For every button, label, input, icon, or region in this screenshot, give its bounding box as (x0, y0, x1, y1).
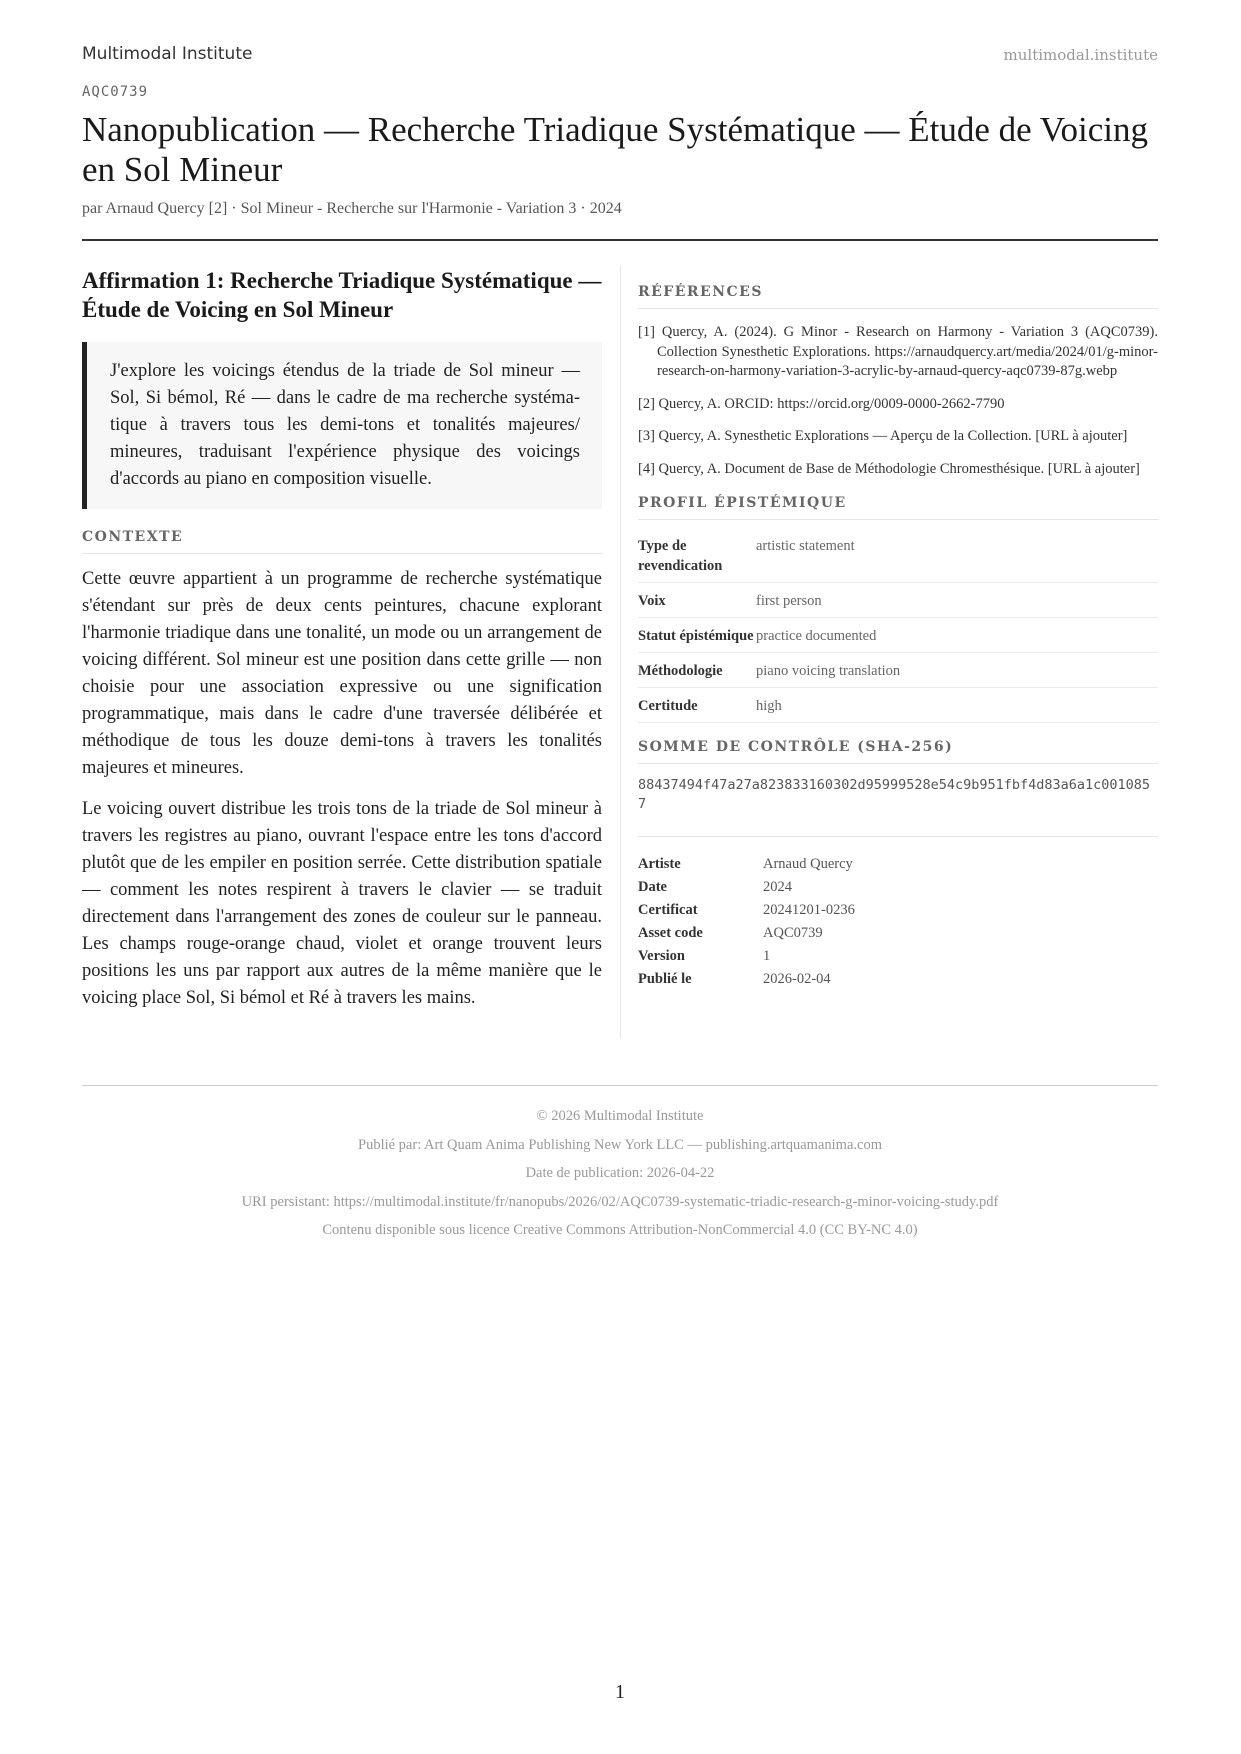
asset-code: AQC0739 (82, 84, 149, 100)
row-value: 1 (763, 948, 771, 964)
row-value: 2026-02-04 (763, 971, 831, 987)
context-paragraph: Le voicing ouvert distribue les trois tons de la triade de Sol mineur à travers les registres au piano, ouvrant l'espace entre les tons d'accord plutôt que de les empiler en position serrée. Cette distribution spatiale — comment les notes respirent à travers le clavier — se traduit directement dans l'arrangement des zones de couleur sur le panneau. Les champs rouge-orange chaud, violet et orange trouvent leurs positions les uns par rapport aux autres de la même manière que le voicing place Sol, Si bémol et Ré à travers les mains. (82, 799, 602, 1008)
column-divider (620, 266, 621, 1038)
row-key: Version (638, 948, 685, 964)
row-key: Type de revendication (638, 528, 756, 583)
footer-publisher: Publié par: Art Quam Anima Publishing New York LLC — publishing.artquamanima.com (358, 1136, 882, 1153)
row-value: Arnaud Quercy (763, 856, 853, 872)
row-value: 20241201-0236 (763, 902, 855, 918)
footer-publication-date: Date de publication: 2026-04-22 (525, 1165, 715, 1181)
footer (82, 1102, 1158, 1245)
row-key: Voix (638, 583, 756, 618)
footer-license: Contenu disponible sous licence Creative Commons Attribution-NonCommercial 4.0 (CC BY-NC 4.0) (322, 1222, 918, 1238)
institute-brand: Multimodal Institute (82, 44, 253, 64)
row-key: Date (638, 879, 667, 895)
checksum-label: SOMME DE CONTRÔLE (SHA-256) (638, 739, 1158, 764)
claim-quote: J'explore les voicings étendus de la triade de Sol mineur — Sol, Si bémol, Ré — dans le cadre de ma recherche systématique à travers tous les demi-tons et tonalités majeures/ mineures, traduisant l'expérience physique des voicings d'accords au piano en composition visuelle. (82, 342, 602, 509)
table-row (638, 853, 855, 876)
top-bar (82, 44, 1158, 68)
table-row (638, 618, 1158, 653)
row-value: 2024 (763, 879, 792, 895)
context-label: CONTEXTE (82, 529, 602, 554)
table-row (638, 899, 855, 922)
table-row (638, 583, 1158, 618)
table-row (638, 945, 855, 968)
page-title: Nanopublication — Recherche Triadique Systématique — Étude de Voicing en Sol Mineur (82, 110, 1149, 189)
table-row (638, 876, 855, 899)
row-key: Statut épistémique (638, 618, 756, 653)
page-number: 1 (615, 1681, 625, 1703)
epistemic-profile-label: PROFIL ÉPISTÉMIQUE (638, 495, 1158, 520)
main-column (82, 266, 602, 1012)
table-row (638, 528, 1158, 583)
context-paragraph: Cette œuvre appartient à un programme de recherche systématique s'étendant sur près de deux cents peintures, chacune explorant l'harmonie triadique dans une tonalité, un mode ou un arrangement de voicing différent. Sol mineur est une position dans cette grille — non choisie pour une association expressive ou une signification programmatique, mais dans le cadre d'une traversée délibérée et méthodique de tous les douze demi-tons à travers les tonalités majeures et mineures. (82, 569, 602, 778)
epistemic-profile-table (638, 528, 1158, 723)
row-value: AQC0739 (763, 925, 823, 941)
footer-copyright: © 2026 Multimodal Institute (536, 1108, 704, 1124)
row-value: first person (756, 583, 1158, 618)
row-key: Artiste (638, 856, 681, 872)
byline: par Arnaud Quercy [2] · Sol Mineur - Recherche sur l'Harmonie - Variation 3 · 2024 (82, 200, 622, 217)
row-key: Publié le (638, 971, 692, 987)
reference-item: [4] Quercy, A. Document de Base de Méthodologie Chromesthésique. [URL à ajouter] (638, 460, 1140, 477)
row-value: piano voicing translation (756, 653, 1158, 688)
footer-divider (82, 1085, 1158, 1086)
reference-item: [1] Quercy, A. (2024). G Minor - Research on Harmony - Variation 3 (AQC0739). Collection Synesthetic Explorations. https://arnaudquercy.art/media/2024/01/g-minor-research-on-harmony-variation-3-acrylic-by-arnaud-quercy-aqc0739-87g.webp (638, 324, 1158, 379)
side-column (638, 284, 1158, 991)
row-value: high (756, 688, 1158, 723)
reference-item: [2] Quercy, A. ORCID: https://orcid.org/0009-0000-2662-7790 (638, 395, 1005, 412)
row-value: practice documented (756, 618, 1158, 653)
table-row (638, 688, 1158, 723)
table-row (638, 968, 855, 991)
row-key: Méthodologie (638, 653, 756, 688)
institute-domain: multimodal.institute (1003, 46, 1158, 64)
row-value: artistic statement (756, 528, 1158, 583)
row-key: Certificat (638, 902, 698, 918)
footer-persistent-uri: URI persistant: https://multimodal.institute/fr/nanopubs/2026/02/AQC0739-systematic-triadic-research-g-minor-voicing-study.pdf (241, 1193, 999, 1210)
references-label: RÉFÉRENCES (638, 284, 1158, 309)
table-row (638, 922, 855, 945)
claim-heading: Affirmation 1: Recherche Triadique Systématique — Étude de Voicing en Sol Mineur (82, 268, 602, 322)
reference-item: [3] Quercy, A. Synesthetic Explorations — Aperçu de la Collection. [URL à ajouter] (638, 428, 1128, 444)
table-row (638, 653, 1158, 688)
checksum-value: 88437494f47a27a823833160302d95999528e54c9b951fbf4d83a6a1c0010857 (638, 776, 1158, 837)
header-divider (82, 239, 1158, 241)
row-key: Certitude (638, 688, 756, 723)
row-key: Asset code (638, 925, 703, 941)
references-list (638, 323, 1158, 479)
metadata-table (638, 853, 855, 991)
